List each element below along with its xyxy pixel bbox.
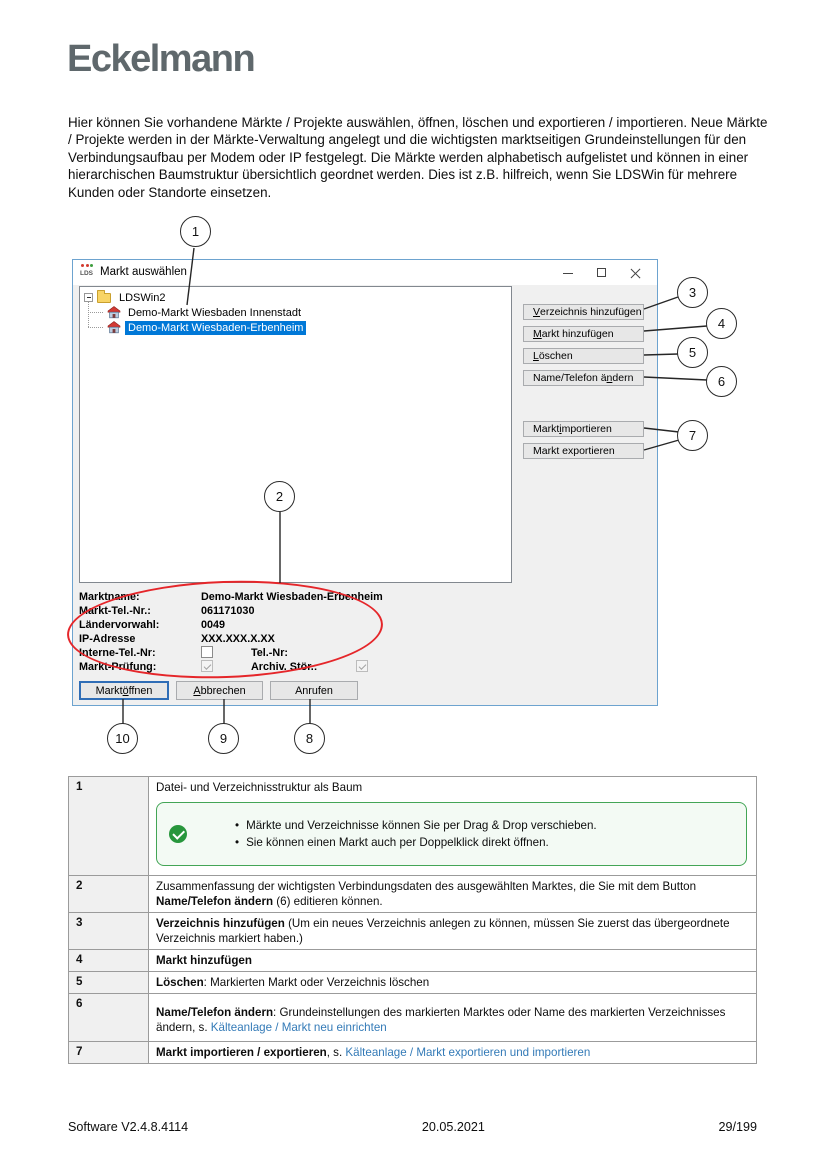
interne-tel-nr-label: Interne-Tel.-Nr: [79, 647, 156, 659]
archiv-stoer-label: Archiv. Stör.: [251, 661, 318, 673]
lds-icon-text: LDS [80, 270, 93, 277]
marktname-label: Marktname: [79, 591, 140, 603]
tree-node-root[interactable] [84, 290, 168, 305]
link-kaelteanlage-markt-exportieren[interactable]: Kälteanlage / Markt exportieren und importieren [345, 1046, 591, 1059]
folder-icon [97, 293, 111, 303]
table-row-2: 2 Zusammenfassung der wichtigsten Verbindungsdaten des ausgewählten Marktes, die Sie mit dem Button Name/Telefon ändern (6) editieren können. [69, 876, 756, 913]
archiv-stoer-checkbox[interactable] [356, 660, 368, 672]
markt-exportieren-button[interactable]: Markt exportieren [523, 443, 644, 459]
markt-tel-nr-value: 061171030 [201, 605, 255, 617]
verzeichnis-hinzufuegen-button[interactable]: V erzeichnis hinzufügen [523, 304, 644, 320]
row-number: 6 [69, 994, 149, 1041]
anrufen-button[interactable]: Anrufen [270, 681, 358, 700]
tree-node-markt-erbenheim[interactable] [107, 320, 306, 335]
hint-bullet-list [187, 817, 605, 851]
callout-5: 5 [677, 337, 708, 368]
marktname-value: Demo-Markt Wiesbaden-Erbenheim [201, 591, 383, 603]
name-telefon-aendern-button[interactable]: Name/Telefon ä n dern [523, 370, 644, 386]
table-row-5: 5 Löschen: Markierten Markt oder Verzeichnis löschen [69, 972, 756, 994]
callout-4: 4 [706, 308, 737, 339]
tree-root-label[interactable]: LDSWin2 [119, 291, 166, 304]
close-icon[interactable] [619, 260, 653, 285]
lds-app-icon [80, 264, 98, 281]
hint-bullet: • Sie können einen Markt auch per Doppelklick direkt öffnen. [235, 834, 597, 851]
check-circle-icon [169, 825, 187, 843]
row-1-text: Datei- und Verzeichnisstruktur als Baum [156, 781, 363, 794]
intro-paragraph: Hier können Sie vorhandene Märkte / Projekte auswählen, öffnen, löschen und exportieren / importieren. Neue Märkte / Projekte werden in der Märkte-Verwaltung angelegt und die wichtigsten marktseitigen Grundeinstellungen für den Verbindungsaufbau per Modem oder IP festgelegt. Die Märkte werden alphabetisch aufgelistet und können in einer hierarchischen Baumstruktur übersichtlich geordnet werden. Dies ist z.B. hilfreich, wenn Sie LDSWin für mehrere Kunden oder Standorte einsetzen. [68, 115, 768, 200]
callout-7: 7 [677, 420, 708, 451]
table-row-6: 6 Name/Telefon ändern: Grundeinstellungen des markierten Marktes oder Name des markierten Verzeichnisses ändern, s. Kälteanlage / Markt neu einrichten [69, 994, 756, 1042]
ip-adresse-value: XXX.XXX.X.XX [201, 633, 275, 645]
market-icon [107, 306, 121, 319]
tel-nr-label: Tel.-Nr: [251, 647, 288, 659]
tree-connector-h2 [88, 327, 103, 328]
footer-page-number: 29/199 [718, 1120, 757, 1134]
market-tree-view[interactable] [79, 286, 512, 583]
tree-connector-h1 [88, 312, 103, 313]
tree-item-label-selected[interactable]: Demo-Markt Wiesbaden-Erbenheim [125, 321, 306, 335]
callout-10: 10 [107, 723, 138, 754]
loeschen-button[interactable]: L öschen [523, 348, 644, 364]
window-controls [551, 260, 653, 285]
abbrechen-button[interactable]: A bbrechen [176, 681, 263, 700]
maximize-icon[interactable] [585, 260, 619, 285]
table-row-7: 7 Markt importieren / exportieren, s. Kälteanlage / Markt exportieren und importieren [69, 1042, 756, 1064]
callout-9: 9 [208, 723, 239, 754]
page-footer [68, 1120, 757, 1134]
tree-collapse-icon[interactable] [84, 293, 93, 302]
row-number: 3 [69, 913, 149, 949]
hint-bullet: • Märkte und Verzeichnisse können Sie per Drag & Drop verschieben. [235, 817, 597, 834]
laendervorwahl-value: 0049 [201, 619, 226, 631]
row-number: 1 [69, 777, 149, 875]
markt-importieren-button[interactable]: Markt i mportieren [523, 421, 644, 437]
row-number: 5 [69, 972, 149, 993]
table-row-1 [69, 777, 756, 876]
row-number: 2 [69, 876, 149, 912]
link-kaelteanlage-markt-neu-einrichten[interactable]: Kälteanlage / Markt neu einrichten [210, 1021, 387, 1034]
markt-tel-nr-label: Markt-Tel.-Nr.: [79, 605, 151, 617]
ip-adresse-label: IP-Adresse [79, 633, 136, 645]
callout-6: 6 [706, 366, 737, 397]
row-number: 7 [69, 1042, 149, 1063]
markt-oeffnen-button[interactable]: Markt ö ffnen [79, 681, 169, 700]
markt-hinzufuegen-button[interactable]: M arkt hinzufügen [523, 326, 644, 342]
market-icon [107, 321, 121, 334]
row-number: 4 [69, 950, 149, 971]
eckelmann-logo: Eckelmann [67, 38, 255, 80]
table-row-4: 4 Markt hinzufügen [69, 950, 756, 972]
dialog-title: Markt auswählen [100, 266, 187, 278]
markt-pruefung-label: Markt-Prüfung: [79, 661, 157, 673]
minimize-icon[interactable] [551, 260, 585, 285]
tree-node-markt-innenstadt[interactable] [107, 305, 304, 320]
legend-table [68, 776, 757, 1064]
hint-note-box [156, 802, 747, 866]
callout-1: 1 [180, 216, 211, 247]
lds-icon-dots [81, 264, 93, 267]
dialog-titlebar [73, 260, 657, 285]
callout-2: 2 [264, 481, 295, 512]
footer-software-version: Software V2.4.8.4114 [68, 1120, 189, 1134]
footer-date: 20.05.2021 [421, 1120, 485, 1134]
callout-8: 8 [294, 723, 325, 754]
tree-item-label[interactable]: Demo-Markt Wiesbaden Innenstadt [128, 306, 302, 319]
callout-3: 3 [677, 277, 708, 308]
table-row-3: 3 Verzeichnis hinzufügen (Um ein neues Verzeichnis anlegen zu können, müssen Sie zuerst das übergeordnete Verzeichnis markiert haben.) [69, 913, 756, 950]
laendervorwahl-label: Ländervorwahl: [79, 619, 160, 631]
